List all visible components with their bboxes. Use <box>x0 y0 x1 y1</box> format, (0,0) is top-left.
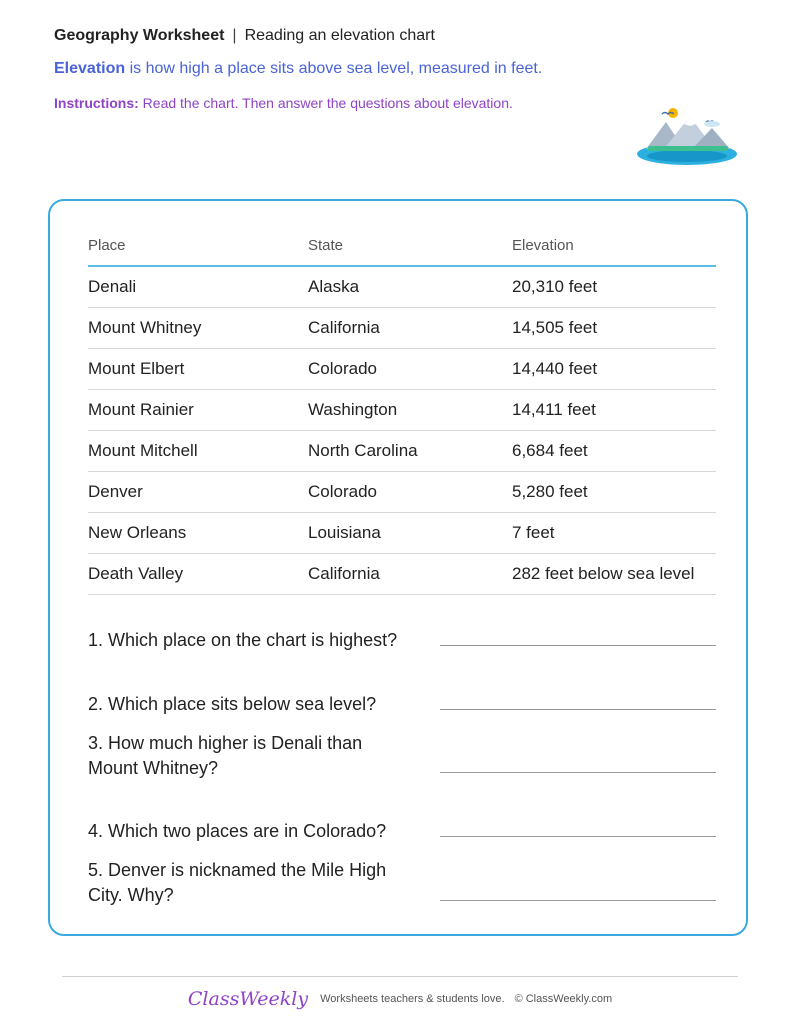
table-row <box>88 390 716 431</box>
table-row <box>88 554 716 595</box>
definition <box>54 60 542 78</box>
table-row <box>88 349 716 390</box>
cell-elevation: 14,411 feet <box>512 400 596 419</box>
cell-place: New Orleans <box>88 523 187 542</box>
answer-line-4[interactable] <box>440 836 716 837</box>
footer <box>0 988 800 1010</box>
worksheet-header <box>54 27 435 45</box>
cell-state: Alaska <box>308 277 360 296</box>
table-row <box>88 513 716 554</box>
cloud-icon <box>704 121 720 127</box>
cell-state: North Carolina <box>308 441 418 460</box>
cell-state: Colorado <box>308 359 377 378</box>
column-header-state: State <box>308 236 344 254</box>
worksheet-subtitle: Reading an elevation chart <box>244 27 435 44</box>
question-1: 1. Which place on the chart is highest? <box>88 630 398 650</box>
grass-strip <box>648 146 728 151</box>
cell-place: Mount Whitney <box>88 318 202 337</box>
cell-place: Death Valley <box>88 564 184 583</box>
answer-line-1[interactable] <box>440 645 716 646</box>
cell-place: Denali <box>88 277 137 296</box>
cell-elevation: 7 feet <box>512 523 555 542</box>
instructions-text: Read the chart. Then answer the questions about elevation. <box>138 95 513 111</box>
cell-elevation: 6,684 feet <box>512 441 588 460</box>
table-row <box>88 472 716 513</box>
cell-place: Mount Rainier <box>88 400 194 419</box>
footer-divider <box>62 976 738 977</box>
table-row <box>88 308 716 349</box>
question-2: 2. Which place sits below sea level? <box>88 694 377 714</box>
table-row <box>88 267 716 308</box>
definition-text: is how high a place sits above sea level, measured in feet. <box>125 60 543 77</box>
question-5: 5. Denver is nicknamed the Mile High City. Why? <box>88 860 387 905</box>
column-header-elevation: Elevation <box>512 236 574 254</box>
worksheet-title: Geography Worksheet <box>54 27 225 44</box>
brand-logo: ClassWeekly <box>187 988 309 1010</box>
answer-line-3[interactable] <box>440 772 716 773</box>
cell-place: Mount Mitchell <box>88 441 198 460</box>
question-4: 4. Which two places are in Colorado? <box>88 821 387 841</box>
instructions-label: Instructions: <box>54 95 139 111</box>
definition-term: Elevation <box>54 60 126 77</box>
cell-elevation: 282 feet below sea level <box>512 564 695 583</box>
table-row <box>88 431 716 472</box>
cell-place: Mount Elbert <box>88 359 185 378</box>
snow-cap <box>684 116 696 126</box>
mountain-island-illustration <box>632 104 742 170</box>
cell-elevation: 20,310 feet <box>512 277 598 296</box>
cell-state: Colorado <box>308 482 377 501</box>
cell-state: Louisiana <box>308 523 381 542</box>
column-header-place: Place <box>88 236 126 254</box>
cell-elevation: 14,440 feet <box>512 359 598 378</box>
answer-line-5[interactable] <box>440 900 716 901</box>
elevation-table <box>88 225 716 595</box>
footer-copyright: © ClassWeekly.com <box>514 993 613 1005</box>
footer-tagline: Worksheets teachers & students love. <box>320 993 505 1005</box>
table-header <box>88 225 716 267</box>
cell-state: California <box>308 564 380 583</box>
cell-elevation: 5,280 feet <box>512 482 588 501</box>
cell-state: Washington <box>308 400 398 419</box>
question-3: 3. How much higher is Denali than Mount Whitney? <box>88 733 363 778</box>
cell-place: Denver <box>88 482 143 501</box>
water-highlight <box>647 150 727 162</box>
cell-elevation: 14,505 feet <box>512 318 598 337</box>
instructions <box>54 95 513 111</box>
elevation-card <box>48 199 748 936</box>
answer-line-2[interactable] <box>440 709 716 710</box>
header-separator: | <box>232 27 237 44</box>
cell-state: California <box>308 318 380 337</box>
